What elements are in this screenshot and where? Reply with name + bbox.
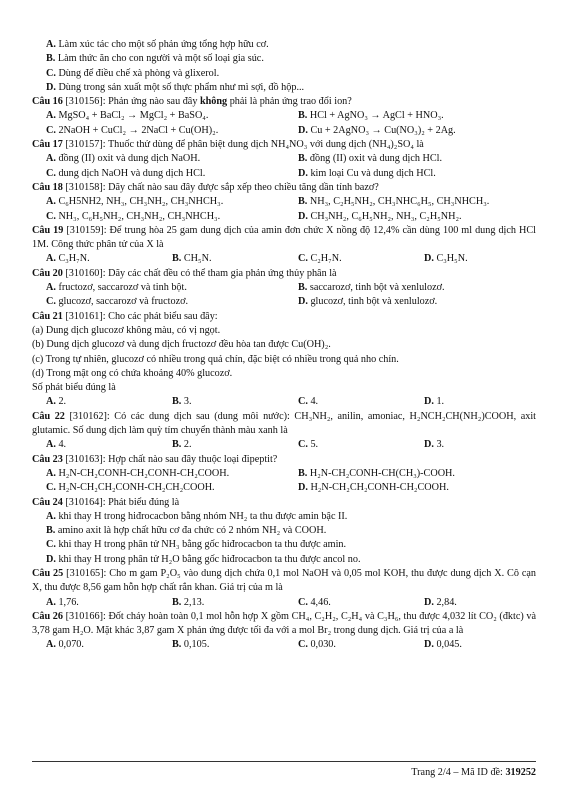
- option-text: khi thay H trong hiđrocacbon bằng nhóm NH₂ ta thu được amin bậc II.: [58, 510, 348, 522]
- answer-option: [32, 167, 284, 181]
- question-list: [32, 95, 536, 653]
- option-text: amino axit là hợp chất hữu cơ đa chức có 2 nhóm NH₂ và COOH.: [57, 525, 327, 537]
- answer-option: [32, 638, 158, 652]
- question-code: [310162]: [69, 410, 107, 422]
- option-text: NH₃, C₆H₅NH₂, CH₃NH₂, CH₃NHCH₃.: [58, 210, 221, 222]
- option-text: 2NaOH + CuCl₂ → 2NaCl + Cu(OH)₂.: [58, 124, 219, 136]
- option-letter: B.: [172, 396, 182, 408]
- q15-option-b: B. Làm thức ăn cho con người và một số loại gia súc.: [46, 53, 264, 65]
- option-text: 2,13.: [183, 596, 205, 608]
- answer-option: [32, 124, 284, 138]
- option-letter: A.: [46, 639, 56, 651]
- option-letter: A.: [46, 467, 56, 479]
- stem-text-part: : Phản ứng nào sau đây: [102, 96, 200, 108]
- option-letter: D.: [424, 639, 434, 651]
- option-text: 2.: [58, 396, 67, 408]
- option-text: H₂N-CH₂CONH-CH(CH₃)-COOH.: [309, 467, 455, 479]
- option-letter: D.: [424, 253, 434, 265]
- option-text: 0,070.: [58, 639, 84, 651]
- option-text: H₂N-CH₂CONH-CH₂CONH-CH₂COOH.: [58, 467, 230, 479]
- answer-option: [32, 467, 284, 481]
- footer-exam-code: 319252: [505, 767, 536, 778]
- option-text: khi thay H trong phân tử NH₃ bằng gốc hiđrocacbon ta thu được amin.: [58, 539, 347, 551]
- option-text: khi thay H trong phân tử H₂O bằng gốc hiđrocacbon ta thu được ancol no.: [58, 553, 361, 565]
- answer-option: [284, 295, 536, 309]
- option-letter: B.: [298, 110, 308, 122]
- question-number: Câu 23: [32, 453, 63, 465]
- option-row: [32, 210, 536, 224]
- option-letter: C.: [46, 482, 56, 494]
- page-footer: [32, 761, 536, 780]
- question-number: Câu 22: [32, 410, 65, 422]
- option-letter: C.: [46, 210, 56, 222]
- option-text: CH₅N.: [183, 253, 212, 265]
- answer-option: [32, 195, 284, 209]
- question-code: [310156]: [65, 96, 103, 108]
- answer-option: [32, 596, 158, 610]
- question-code: [310165]: [66, 567, 104, 579]
- question-26: [32, 610, 536, 653]
- question-23: [32, 453, 536, 496]
- q15-option-a: A. Làm xúc tác cho một số phản ứng tổng hợp hữu cơ.: [46, 39, 269, 50]
- option-letter: A.: [46, 439, 56, 451]
- option-letter: C.: [298, 396, 308, 408]
- option-letter: B.: [172, 439, 182, 451]
- page-content: [32, 38, 536, 653]
- option-letter: B.: [298, 467, 308, 479]
- q15-option-d: D. Dùng trong sản xuất một số thực phẩm như mì sợi, đồ hộp...: [46, 81, 305, 93]
- option-text: 2.: [183, 439, 192, 451]
- option-letter: C.: [46, 167, 56, 179]
- option-text: C₂H₇N.: [310, 253, 342, 265]
- option-letter: B.: [298, 196, 308, 208]
- option-row: [32, 152, 536, 166]
- question-code: [310158]: [65, 181, 103, 193]
- option-letter: B.: [298, 153, 308, 165]
- option-letter: B.: [172, 596, 182, 608]
- question-24: [32, 496, 536, 567]
- option-text: 2,84.: [436, 596, 457, 608]
- option-row: [32, 252, 536, 266]
- option-row: [32, 481, 536, 495]
- option-letter: B.: [298, 282, 308, 294]
- answer-option: [284, 481, 536, 495]
- question-21: [32, 310, 536, 410]
- option-row: [32, 109, 536, 123]
- answer-option: [32, 109, 284, 123]
- answer-option: [32, 538, 536, 552]
- question-code: [310160]: [65, 267, 103, 279]
- question-stem: [32, 267, 536, 281]
- option-text: đồng (II) oxit và dung dịch HCl.: [309, 153, 443, 165]
- answer-option: [284, 596, 410, 610]
- option-text: saccarozơ, tinh bột và xenlulozơ.: [309, 282, 445, 294]
- question-code: [310166]: [65, 610, 103, 622]
- option-text: 4.: [58, 439, 67, 451]
- option-letter: A.: [46, 396, 56, 408]
- option-text: đồng (II) oxit và dung dịch NaOH.: [58, 153, 201, 165]
- option-letter: D.: [298, 482, 308, 494]
- option-text: kim loại Cu và dung dịch HCl.: [310, 167, 436, 179]
- answer-option: [32, 438, 158, 452]
- option-letter: C.: [46, 296, 56, 308]
- answer-option: [284, 124, 536, 138]
- question-number: Câu 19: [32, 224, 64, 236]
- stem-emphasis: không: [199, 96, 228, 108]
- option-letter: D.: [298, 124, 308, 136]
- answer-option: [410, 596, 536, 610]
- stem-text: : Hợp chất nào sau đây thuộc loại đipeptit?: [102, 453, 278, 465]
- question-22: [32, 410, 536, 453]
- answer-option: [32, 395, 158, 409]
- answer-option: [32, 281, 284, 295]
- question-code: [310159]: [66, 224, 104, 236]
- option-text: 3.: [183, 396, 192, 408]
- question-stem: [32, 138, 536, 152]
- option-letter: B.: [172, 639, 182, 651]
- answer-option: [284, 109, 536, 123]
- question-stem: [32, 310, 536, 324]
- option-letter: A.: [46, 110, 56, 122]
- question-code: [310157]: [65, 139, 103, 151]
- option-letter: C.: [298, 439, 308, 451]
- answer-option: [158, 395, 284, 409]
- answer-option: [32, 152, 284, 166]
- question-stem: [32, 224, 536, 253]
- option-row: [32, 438, 536, 452]
- question-number: Câu 16: [32, 96, 63, 108]
- option-text: 4,46.: [310, 596, 331, 608]
- option-text: glucozơ, tinh bột và xenlulozơ.: [310, 296, 438, 308]
- statement: (a) Dung dịch glucozơ không màu, có vị ngọt.: [32, 324, 221, 336]
- stem-text: : Đốt cháy hoàn toàn 0,1 mol hỗn hợp X gồm CH₄, C₂H₂, C₂H₄ và C₃H₆, thu được 4,032 lít CO₂ (đktc) và 3,78 gam H₂O. Mặt khác 3,87 gam X phản ứng được tối đa với a mol Br₂ trong dung dịch. Giá trị của a là: [32, 610, 537, 637]
- option-row: [32, 596, 536, 610]
- question-prompt: Số phát biểu đúng là: [32, 382, 116, 394]
- option-letter: C.: [298, 253, 308, 265]
- option-letter: D.: [298, 210, 308, 222]
- option-text: H₂N-CH₂CH₂CONH-CH₂CH₂COOH.: [58, 482, 215, 494]
- option-row: [32, 124, 536, 138]
- answer-option: [284, 395, 410, 409]
- option-text: 1,76.: [58, 596, 79, 608]
- option-text: 0,030.: [310, 639, 336, 651]
- question-25: [32, 567, 536, 610]
- question-number: Câu 17: [32, 139, 63, 151]
- answer-option: [284, 210, 536, 224]
- option-text: HCl + AgNO₃ → AgCl + HNO₃.: [309, 110, 444, 122]
- stem-text: : Cho các phát biểu sau đây:: [102, 310, 218, 322]
- option-text: dung dịch NaOH và dung dịch HCl.: [58, 167, 206, 179]
- q15-option-c: C. Dùng để điều chế xà phòng và glixerol.: [46, 67, 220, 79]
- answer-option: [410, 395, 536, 409]
- question-19: [32, 224, 536, 267]
- option-letter: C.: [46, 124, 56, 136]
- answer-option: [284, 281, 536, 295]
- answer-option: [158, 638, 284, 652]
- option-row: [32, 467, 536, 481]
- stem-text: : Cho m gam P₂O₅ vào dung dịch chứa 0,1 mol NaOH và 0,05 mol KOH, thu được dung dịch X. Cô cạn X, thu được 8,56 gam hỗn hợp chất rắn khan. Giá trị của m là: [32, 567, 536, 594]
- option-letter: D.: [298, 167, 308, 179]
- option-letter: C.: [46, 539, 56, 551]
- question-code: [310161]: [65, 310, 103, 322]
- answer-option: [32, 210, 284, 224]
- option-letter: D.: [46, 553, 56, 565]
- answer-option: [410, 638, 536, 652]
- answer-option: [158, 438, 284, 452]
- option-row: [32, 638, 536, 652]
- question-code: [310164]: [65, 496, 103, 508]
- question-stem: [32, 567, 536, 596]
- question-stem: [32, 453, 536, 467]
- answer-option: [284, 152, 536, 166]
- option-text: 1.: [436, 396, 445, 408]
- stem-text: : Dãy các chất đều có thể tham gia phản ứng thủy phân là: [102, 267, 337, 279]
- option-letter: A.: [46, 153, 56, 165]
- answer-option: [284, 195, 536, 209]
- option-text: C₃H₇N.: [58, 253, 90, 265]
- stem-text: : Phát biểu đúng là: [102, 496, 180, 508]
- option-text: H₂N-CH₂CH₂CONH-CH₂COOH.: [310, 482, 449, 494]
- option-row: [32, 167, 536, 181]
- answer-option: [32, 481, 284, 495]
- question-number: Câu 25: [32, 567, 64, 579]
- option-letter: A.: [46, 253, 56, 265]
- option-text: CH₃NH₂, C₆H₅NH₂, NH₃, C₂H₅NH₂.: [310, 210, 462, 222]
- option-letter: D.: [298, 296, 308, 308]
- question-20: [32, 267, 536, 310]
- option-row: [32, 195, 536, 209]
- question-number: Câu 20: [32, 267, 63, 279]
- question-number: Câu 21: [32, 310, 63, 322]
- answer-option: [32, 510, 536, 524]
- answer-option: [410, 252, 536, 266]
- option-text: MgSO₄ + BaCl₂ → MgCl₂ + BaSO₄.: [58, 110, 209, 122]
- option-text: 5.: [310, 439, 319, 451]
- stem-text-part: phải là phản ứng trao đổi ion?: [227, 96, 352, 108]
- question-stem: [32, 496, 536, 510]
- option-row: [32, 295, 536, 309]
- answer-option: [284, 467, 536, 481]
- answer-option: [284, 252, 410, 266]
- answer-option: [284, 438, 410, 452]
- footer-text: Trang 2/4 – Mã ID đề:: [411, 767, 506, 778]
- question-stem: [32, 95, 536, 109]
- option-letter: D.: [424, 396, 434, 408]
- option-letter: A.: [46, 196, 56, 208]
- option-text: glucozơ, saccarozơ và fructozơ.: [58, 296, 189, 308]
- option-text: 0,105.: [183, 639, 210, 651]
- answer-option: [32, 252, 158, 266]
- question-number: Câu 24: [32, 496, 63, 508]
- option-text: fructozơ, saccarozơ và tinh bột.: [58, 282, 187, 294]
- option-letter: D.: [424, 439, 434, 451]
- option-letter: C.: [298, 639, 308, 651]
- statement: (d) Trong mật ong có chứa khoảng 40% glucozơ.: [32, 367, 233, 379]
- stem-text: : Có các dung dịch sau (dung môi nước): CH₃NH₂, anilin, amoniac, H₂NCH₂CH(NH₂)COOH, axit glutamic. Số dung dịch làm quỳ tím chuyển thành màu xanh là: [32, 410, 536, 437]
- option-text: Cu + 2AgNO₃ → Cu(NO₃)₂ + 2Ag.: [310, 124, 456, 136]
- option-text: C₆H5NH2, NH₃, CH₃NH₂, CH₃NHCH₃.: [58, 196, 224, 208]
- answer-option: [158, 596, 284, 610]
- question-number: Câu 26: [32, 610, 63, 622]
- answer-option: [158, 252, 284, 266]
- answer-option: [32, 524, 536, 538]
- question-number: Câu 18: [32, 181, 63, 193]
- option-letter: B.: [46, 525, 56, 537]
- answer-option: [284, 167, 536, 181]
- stem-text: : Thuốc thử dùng để phân biệt dung dịch NH₄NO₃ với dung dịch (NH₄)₂SO₄ là: [102, 139, 424, 151]
- question-code: [310163]: [65, 453, 103, 465]
- answer-option: [410, 438, 536, 452]
- option-text: C₃H₅N.: [436, 253, 468, 265]
- stem-text: : Dãy chất nào sau đây được sắp xếp theo chiều tăng dần tính bazơ?: [102, 181, 379, 193]
- question-18: [32, 181, 536, 224]
- option-row: [32, 395, 536, 409]
- question-17: [32, 138, 536, 181]
- question-stem: [32, 610, 536, 639]
- question-stem: [32, 181, 536, 195]
- option-row: [32, 281, 536, 295]
- option-text: 0,045.: [436, 639, 462, 651]
- answer-option: [32, 295, 284, 309]
- option-text: 3.: [436, 439, 445, 451]
- question-16: [32, 95, 536, 138]
- option-text: NH₃, C₂H₅NH₂, CH₃NHC₆H₅, CH₃NHCH₃.: [309, 196, 490, 208]
- question-stem: [32, 410, 536, 439]
- option-letter: A.: [46, 282, 56, 294]
- answer-option: [32, 553, 536, 567]
- option-text: 4.: [310, 396, 319, 408]
- answer-option: [284, 638, 410, 652]
- statement: (c) Trong tự nhiên, glucozơ có nhiều trong quả chín, đặc biệt có nhiều trong quả nho chín.: [32, 353, 399, 365]
- option-letter: D.: [424, 596, 434, 608]
- option-letter: A.: [46, 596, 56, 608]
- option-letter: B.: [172, 253, 182, 265]
- stem-text: : Để trung hòa 25 gam dung dịch của amin đơn chức X nồng độ 12,4% cần dùng 100 ml dung dịch HCl 1M. Công thức phân tử của X là: [32, 224, 537, 251]
- option-letter: C.: [298, 596, 308, 608]
- statement: (b) Dung dịch glucozơ và dung dịch fructozơ đều hòa tan được Cu(OH)₂.: [32, 339, 331, 351]
- option-letter: A.: [46, 510, 56, 522]
